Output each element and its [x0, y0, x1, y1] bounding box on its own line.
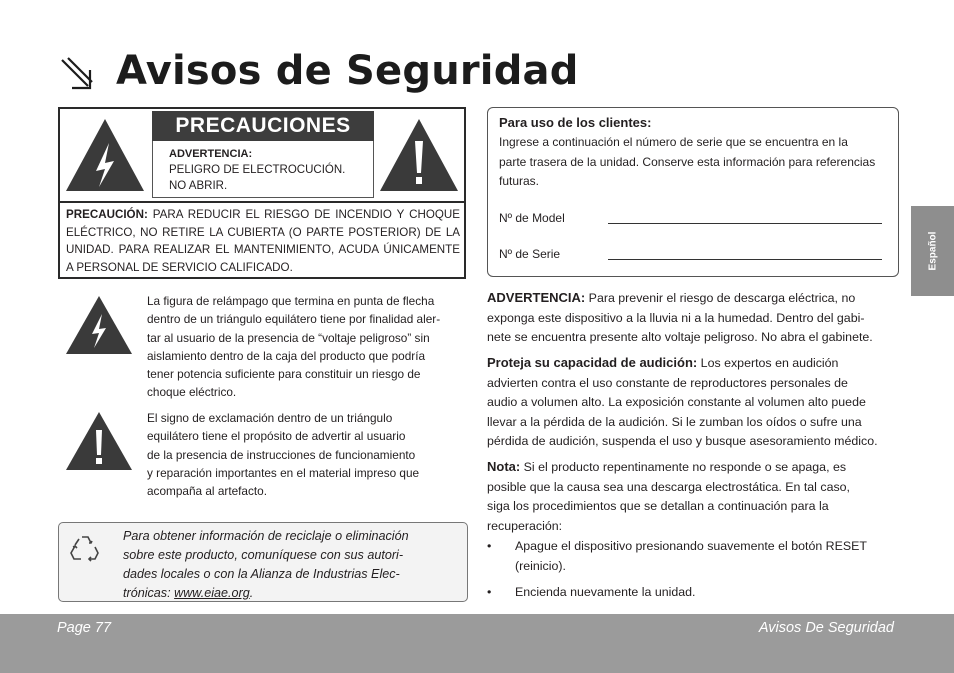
recycling-box — [58, 522, 468, 602]
advertencia-line: Para prevenir el riesgo de descarga eléctrica, no — [585, 291, 856, 305]
bullet-dot: • — [487, 539, 492, 553]
warning-line-1: PELIGRO DE ELECTROCUCIÓN. — [169, 164, 346, 176]
recycling-text — [123, 527, 458, 603]
nota-line: siga los procedimientos que se detallan a continuación para la — [487, 499, 829, 513]
bullet-line: Apague el dispositivo presionando suavemente el botón RESET — [515, 539, 867, 553]
recycling-line: Para obtener información de reciclaje o eliminación — [123, 529, 409, 543]
language-tab[interactable] — [911, 206, 954, 296]
warning-line-2: NO ABRIR. — [169, 180, 228, 192]
bullet-line: Encienda nuevamente la unidad. — [515, 585, 696, 599]
lightning-line: tar al usuario de la presencia de “voltaje peligroso” sin — [147, 330, 430, 345]
serial-number-label: Nº de Serie — [499, 247, 561, 261]
audicion-line: llevar a la pérdida de la audición. Si le zumban los oídos o sufre una — [487, 414, 862, 429]
customer-desc-line: futuras. — [499, 174, 540, 188]
recycling-line-suffix: . — [249, 586, 254, 600]
lightning-warning-icon — [62, 111, 148, 197]
lightning-description — [147, 292, 463, 402]
caution-body: PARA REDUCIR EL RIESGO DE INCENDIO Y CHOQUE ELÉCTRICO, NO RETIRE LA CUBIERTA (O PARTE POSTERIOR) DE LA UNIDAD. PARA REALIZAR EL MANTENIMIENTO, ACUDA ÚNICAMENTE A PERSONAL DE SERVICIO CALIFICADO. — [66, 208, 460, 274]
section-name: Avisos De Seguridad — [758, 620, 894, 636]
nota-label: Nota: — [487, 459, 521, 474]
recycling-line: dades locales o con la Alianza de Industrias Elec- — [123, 567, 400, 581]
lightning-line: tener potencia suficiente para constituir un riesgo de — [147, 367, 421, 382]
exclamation-warning-icon — [376, 111, 462, 197]
exclamation-line: El signo de exclamación dentro de un triángulo — [147, 411, 393, 425]
lightning-symbol-icon — [64, 294, 134, 356]
audicion-paragraph — [487, 353, 901, 452]
title-arrow-icon — [58, 54, 98, 94]
lightning-line: dentro de un triángulo equilátero tiene por finalidad aler- — [147, 312, 441, 327]
recycling-line-prefix: trónicas: — [123, 586, 175, 600]
exclamation-line: equilátero tiene el propósito de advertir al usuario — [147, 429, 406, 444]
audicion-line: Los expertos en audición — [697, 356, 839, 370]
caution-divider — [60, 201, 464, 203]
advertencia-label: ADVERTENCIA: — [487, 290, 586, 305]
audicion-line: audio a volumen alto. La exposición constante al volumen alto puede — [487, 395, 866, 409]
caution-text — [66, 206, 460, 276]
caution-label: PRECAUCIÓN: — [66, 208, 148, 221]
nota-line: recuperación: — [487, 518, 563, 533]
exclamation-line: acompaña al artefacto. — [147, 484, 268, 499]
advertencia-line: nete se encuentra presente alto voltaje peligroso. No abra el gabinete. — [487, 330, 873, 344]
customer-box-description — [499, 133, 891, 192]
precauciones-header: PRECAUCIONES — [152, 111, 374, 141]
exclamation-line: de la presencia de instrucciones de funcionamiento — [147, 447, 416, 462]
language-tab-label: Español — [927, 231, 938, 271]
warning-label: ADVERTENCIA: — [169, 148, 253, 160]
exclamation-description — [147, 409, 463, 500]
nota-line: Si el producto repentinamente no responde o se apaga, es — [520, 460, 847, 474]
customer-box-title: Para uso de los clientes: — [499, 115, 652, 130]
caution-box — [58, 107, 466, 279]
audicion-line: advierten contra el uso constante de reproductores personales de — [487, 375, 848, 390]
customer-info-box — [487, 107, 899, 277]
recycling-last-line — [123, 584, 458, 603]
audicion-line: pérdida de audición, suspenda el uso y busque asesoramiento médico. — [487, 434, 878, 448]
customer-desc-line: Ingrese a continuación el número de serie que se encuentra en la — [499, 135, 848, 149]
serial-number-field[interactable] — [608, 259, 882, 260]
audicion-label: Proteja su capacidad de audición: — [487, 355, 698, 370]
lightning-line: choque eléctrico. — [147, 385, 237, 400]
exclamation-symbol-icon — [64, 410, 134, 472]
recycling-line: sobre este producto, comuníquese con sus autori- — [123, 548, 404, 562]
customer-desc-line: parte trasera de la unidad. Conserve esta información para referencias — [499, 154, 876, 169]
advertencia-paragraph — [487, 288, 901, 348]
recycle-icon — [69, 533, 101, 565]
model-number-label: Nº de Model — [499, 211, 565, 225]
eiae-link[interactable]: www.eiae.org — [174, 586, 250, 600]
bullet-dot: • — [487, 585, 492, 599]
lightning-line: aislamiento dentro de la caja del producto que podría — [147, 348, 426, 363]
model-number-field[interactable] — [608, 223, 882, 224]
nota-paragraph — [487, 457, 901, 536]
advertencia-line: exponga este dispositivo a la lluvia ni a la humedad. Dentro del gabi- — [487, 310, 865, 325]
exclamation-line: y reparación importantes en el material impreso que — [147, 465, 420, 480]
page-footer — [0, 614, 954, 673]
bullet-line: (reinicio). — [515, 558, 566, 573]
nota-line: posible que la causa sea una descarga electrostática. En tal caso, — [487, 479, 850, 494]
lightning-line: La figura de relámpago que termina en punta de flecha — [147, 294, 435, 308]
page-number: Page 77 — [57, 620, 112, 636]
page-title: Avisos de Seguridad — [116, 48, 579, 94]
